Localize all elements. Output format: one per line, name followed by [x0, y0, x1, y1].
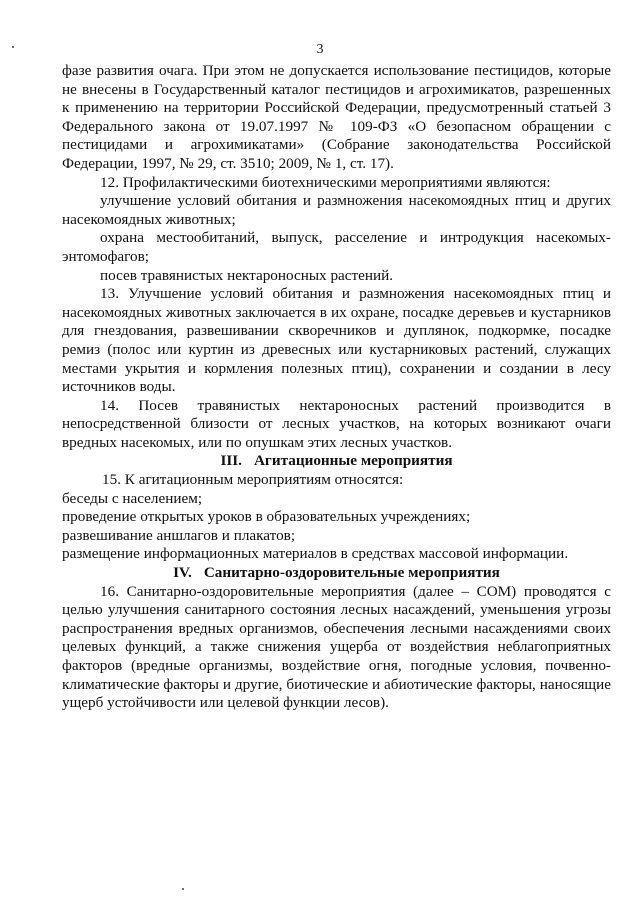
- section-heading-iii: [62, 452, 611, 471]
- list-item: проведение открытых уроков в образовательных учреждениях;: [62, 508, 471, 526]
- list-item: развешивание аншлагов и плакатов;: [62, 526, 296, 544]
- section-numeral: III.: [220, 452, 242, 470]
- paragraph-16: 16. Санитарно-оздоровительные мероприятия (далее – СОМ) проводятся с целью улучшения санитарного состояния лесных насаждений, уменьшения угрозы распространения вредных организмов, обеспечения лесными насаждениями своих целевых функций, а также снижения ущерба от воздействия неблагоприятных факторов (вредные организмы, воздействие огня, погодные условия, почвенно-климатические факторы и другие, биотические и абиотические факторы, наносящие ущерб устойчивости или целевой функции лесов).: [62, 582, 611, 712]
- list-item: улучшение условий обитания и размножения насекомоядных птиц и других насекомоядных животных;: [62, 192, 611, 228]
- body-text: [62, 62, 611, 713]
- section-heading-iv: [62, 564, 611, 583]
- section-numeral: IV.: [173, 564, 192, 582]
- list-item: посев травянистых нектароносных растений.: [100, 266, 394, 284]
- paragraph-12: 12. Профилактическими биотехническими мероприятиями являются:: [100, 173, 551, 191]
- paragraph-13: 13. Улучшение условий обитания и размножения насекомоядных птиц и насекомоядных животных заключается в их охране, посадке деревьев и кустарников для гнездования, развешивании скворечников и дуплянок, подкормке, посадке ремиз (полос или куртин из древесных или кустарниковых растений, служащих местами укрытия и кормления полезных птиц), сохранении и создании в лесу источников воды.: [62, 285, 611, 396]
- page-number: 3: [316, 42, 324, 57]
- list-item: охрана местообитаний, выпуск, расселение и интродукция насекомых-энтомофагов;: [62, 229, 611, 265]
- section-title: Санитарно-оздоровительные мероприятия: [203, 564, 500, 582]
- list-item: размещение информационных материалов в средствах массовой информации.: [62, 545, 569, 563]
- scan-speck: [12, 46, 14, 48]
- paragraph-14: 14. Посев травянистых нектароносных растений производится в непосредственной близости от лесных участков, на которых возникают очаги вредных насекомых, или по опушкам этих лесных участков.: [62, 396, 611, 451]
- paragraph-15: 15. К агитационным мероприятиям относятся:: [102, 471, 404, 489]
- section-title: Агитационные мероприятия: [253, 452, 453, 470]
- paragraph-continuation: фазе развития очага. При этом не допускается использование пестицидов, которые не внесены в Государственный каталог пестицидов и агрохимикатов, разрешенных к применению на территории Российской Федерации, предусмотренный статьей 3 Федерального закона от 19.07.1997 № 109-ФЗ «О безопасном обращении с пестицидами и агрохимикатами» (Собрание законодательства Российской Федерации, 1997, № 29, ст. 3510; 2009, № 1, ст. 17).: [62, 62, 611, 172]
- scan-speck: [182, 888, 184, 890]
- list-item: беседы с населением;: [62, 489, 203, 507]
